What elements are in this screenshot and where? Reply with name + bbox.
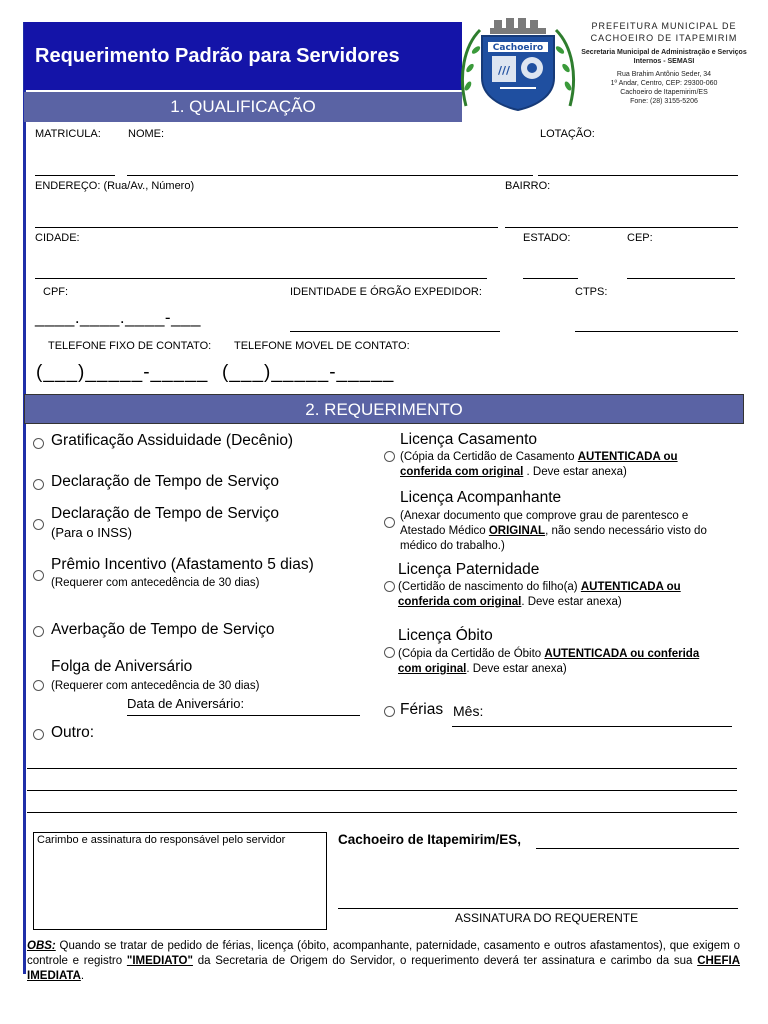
option-radio-outro[interactable]: [33, 729, 44, 740]
telefone-fixo-label: TELEFONE FIXO DE CONTATO:: [48, 340, 212, 352]
date-field[interactable]: [536, 848, 739, 849]
option-note: (Certidão de nascimento do filho(a) AUTENTICADA ou conferida com original. Deve estar anexa): [398, 581, 681, 608]
bairro-label: BAIRRO:: [505, 180, 551, 192]
address-line: 1º Andar, Centro, CEP: 29300-060: [610, 80, 718, 87]
option-label: Prêmio Incentivo (Afastamento 5 dias): [51, 556, 314, 573]
option-radio-licenca-acompanhante[interactable]: [384, 517, 395, 528]
cep-label: CEP:: [627, 232, 653, 244]
municipal-crest-icon: [460, 16, 576, 112]
matricula-field[interactable]: [35, 175, 115, 176]
option-radio-declaracao-inss[interactable]: [33, 519, 44, 530]
cpf-field[interactable]: ____.____.____-___: [35, 308, 201, 327]
option-label: Declaração de Tempo de Serviço: [51, 473, 280, 490]
option-label: Licença Óbito: [398, 627, 493, 644]
matricula-label: MATRICULA:: [35, 128, 101, 140]
agency-secretariat: Secretaria Municipal de Administração e Serviços Internos - SEMASI: [581, 49, 747, 65]
ferias-month-label: Mês:: [453, 703, 484, 719]
address-line: Cachoeiro de Itapemirim/ES: [620, 89, 708, 96]
option-label: Declaração de Tempo de Serviço: [51, 505, 280, 522]
city-date-label: Cachoeiro de Itapemirim/ES,: [338, 832, 522, 847]
option-radio-premio-incentivo[interactable]: [33, 570, 44, 581]
agency-info: [580, 20, 748, 106]
outro-text-line[interactable]: [27, 768, 737, 769]
option-radio-licenca-casamento[interactable]: [384, 451, 395, 462]
agency-address: [580, 70, 748, 106]
option-radio-declaracao-tempo[interactable]: [33, 479, 44, 490]
ctps-label: CTPS:: [575, 286, 608, 298]
section-requerimento-header: 2. REQUERIMENTO: [24, 394, 744, 424]
option-label: Licença Paternidade: [398, 561, 540, 578]
option-note: (Para o INSS): [51, 525, 132, 540]
cidade-field[interactable]: [35, 278, 487, 279]
ferias-month-field[interactable]: [452, 726, 732, 727]
bairro-field[interactable]: [505, 227, 738, 228]
observation-note: OBS: Quando se tratar de pedido de férias, licença (óbito, acompanhante, paternidade, casamento e outros afastamentos), que exigem o controle e registro "IMEDIATO" da Secretaria de Origem do Servidor, o requerimento deverá ter assinatura e carimbo da sua CHEFIA IMEDIATA.: [27, 940, 740, 982]
birthday-date-field[interactable]: [127, 715, 360, 716]
option-radio-averbacao[interactable]: [33, 626, 44, 637]
option-label: Outro:: [51, 724, 95, 741]
telefone-fixo-field[interactable]: (___)_____-_____: [36, 362, 209, 383]
lotacao-label: LOTAÇÃO:: [540, 128, 595, 140]
endereco-field[interactable]: [35, 227, 498, 228]
option-label: Férias: [400, 701, 444, 718]
stamp-signature-box[interactable]: [33, 832, 327, 930]
option-note: (Requerer com antecedência de 30 dias): [51, 577, 260, 589]
option-radio-licenca-obito[interactable]: [384, 647, 395, 658]
telefone-movel-field[interactable]: (___)_____-_____: [222, 362, 395, 383]
telefone-movel-label: TELEFONE MOVEL DE CONTATO:: [234, 340, 410, 352]
cidade-label: CIDADE:: [35, 232, 80, 244]
option-label: Licença Casamento: [400, 431, 537, 448]
address-line: Rua Brahim Antônio Seder, 34: [616, 71, 712, 78]
option-label: Gratificação Assiduidade (Decênio): [51, 432, 294, 449]
stamp-label: Carimbo e assinatura do responsável pelo servidor: [37, 834, 286, 846]
estado-label: ESTADO:: [523, 232, 571, 244]
crest-label: Cachoeiro: [492, 43, 544, 53]
endereco-label: ENDEREÇO: (Rua/Av., Número): [35, 180, 195, 192]
option-note: (Requerer com antecedência de 30 dias): [51, 680, 260, 692]
option-radio-folga-aniversario[interactable]: [33, 680, 44, 691]
section-qualificacao-header: 1. QUALIFICAÇÃO: [24, 92, 462, 122]
outro-text-line[interactable]: [27, 790, 737, 791]
option-note: (Cópia da Certidão de Óbito AUTENTICADA ou conferida com original. Deve estar anexa): [398, 648, 700, 675]
nome-field[interactable]: [127, 175, 533, 176]
form-title: Requerimento Padrão para Servidores: [24, 22, 462, 90]
agency-name: PREFEITURA MUNICIPAL DE CACHOEIRO DE ITAPEMIRIM: [590, 21, 738, 43]
nome-label: NOME:: [128, 128, 165, 140]
applicant-signature-label: ASSINATURA DO REQUERENTE: [455, 911, 639, 925]
identidade-label: IDENTIDADE E ÓRGÃO EXPEDIDOR:: [290, 286, 482, 298]
outro-text-line[interactable]: [27, 812, 737, 813]
left-accent-bar: [23, 22, 26, 974]
option-note: (Cópia da Certidão de Casamento AUTENTICADA ou conferida com original . Deve estar anexa): [400, 451, 678, 478]
lotacao-field[interactable]: [538, 175, 738, 176]
option-label: Licença Acompanhante: [400, 489, 562, 506]
option-radio-gratificacao[interactable]: [33, 438, 44, 449]
identidade-field[interactable]: [290, 331, 500, 332]
option-label: Folga de Aniversário: [51, 658, 193, 675]
svg-text:///: ///: [497, 64, 511, 77]
ctps-field[interactable]: [575, 331, 738, 332]
option-note: (Anexar documento que comprove grau de parentesco e Atestado Médico ORIGINAL, não sendo necessário visto do médico do trabalho.): [400, 510, 707, 552]
cep-field[interactable]: [627, 278, 735, 279]
birthday-date-label: Data de Aniversário:: [127, 696, 245, 711]
option-label: Averbação de Tempo de Serviço: [51, 621, 275, 638]
agency-phone: Fone: (28) 3155-5206: [630, 98, 698, 105]
cpf-label: CPF:: [43, 286, 69, 298]
estado-field[interactable]: [523, 278, 578, 279]
applicant-signature-field[interactable]: [338, 908, 738, 909]
option-radio-licenca-paternidade[interactable]: [384, 581, 395, 592]
option-radio-ferias[interactable]: [384, 706, 395, 717]
